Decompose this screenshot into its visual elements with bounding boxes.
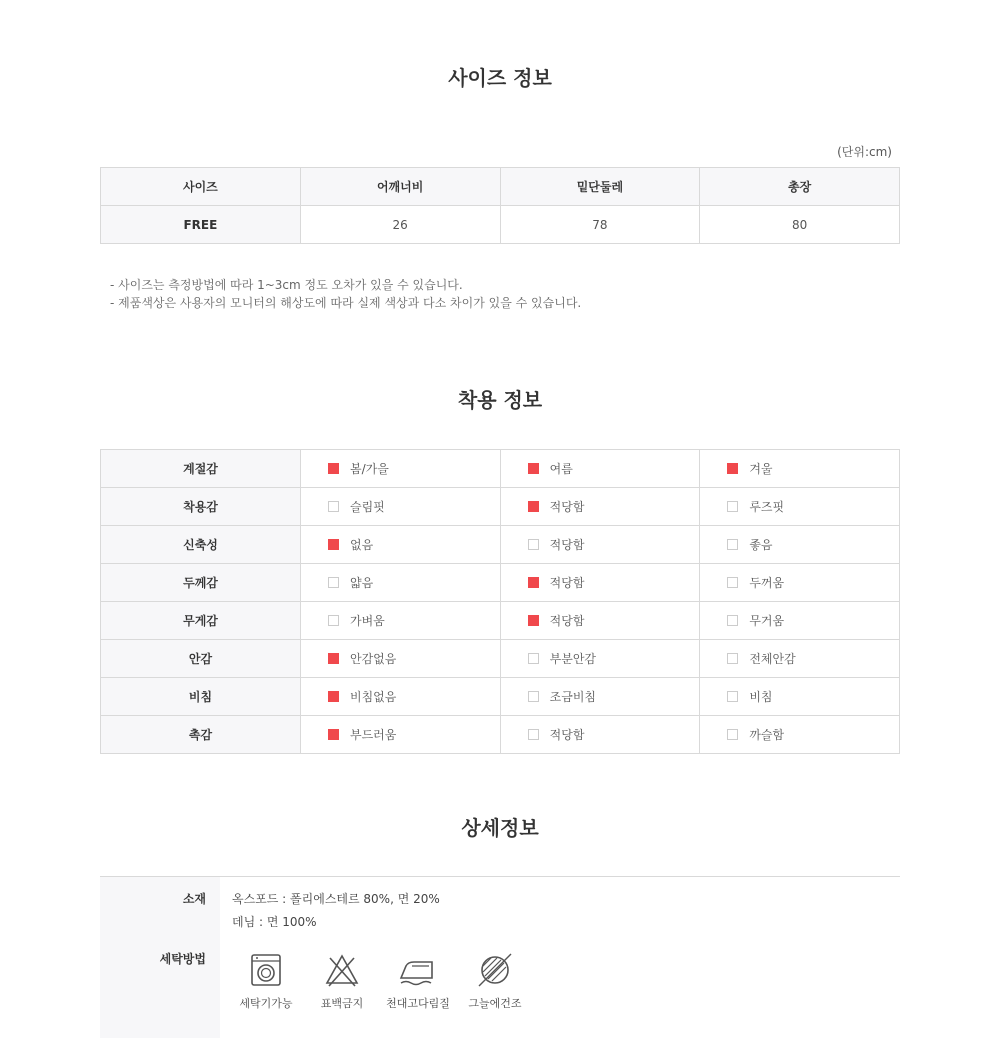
fit-option-label: 슬림핏: [350, 500, 385, 514]
fit-option: [301, 602, 501, 640]
checked-box-icon: [328, 729, 339, 740]
fit-option: [500, 564, 700, 602]
fit-option: [500, 488, 700, 526]
size-header-shoulder: 어깨너비: [300, 168, 500, 206]
table-row: [101, 564, 900, 602]
checked-box-icon: [528, 577, 539, 588]
dry-in-shade-icon: [477, 952, 513, 988]
no-bleach-icon: [324, 952, 360, 988]
material-line-2: 데님 : 면 100%: [232, 915, 317, 929]
care-label-iron: 천대고다림질: [386, 997, 450, 1010]
fit-option: [700, 488, 900, 526]
unchecked-box-icon: [727, 729, 738, 740]
table-row: [101, 602, 900, 640]
fit-option: [700, 602, 900, 640]
fit-option-label: 적당함: [549, 538, 585, 552]
care-label-washing: 세탁기가능: [239, 997, 293, 1010]
fit-option-label: 겨울: [749, 462, 773, 476]
table-row: [101, 678, 900, 716]
size-unit-label: (단위:cm): [837, 145, 892, 159]
fit-option-label: 좋음: [749, 538, 773, 552]
table-row: [101, 450, 900, 488]
fit-option-label: 부드러움: [350, 728, 397, 742]
fit-option-label: 적당함: [549, 614, 585, 628]
unchecked-box-icon: [528, 539, 539, 550]
fit-option: [301, 564, 501, 602]
fit-option-label: 까슬함: [749, 728, 785, 742]
iron-with-cloth-icon: [398, 952, 438, 988]
size-note-2: - 제품색상은 사용자의 모니터의 해상도에 따라 실제 색상과 다소 차이가 있을 수 있습니다.: [110, 296, 582, 310]
fit-row-label: 계절감: [101, 450, 301, 488]
size-header-size: 사이즈: [101, 168, 301, 206]
table-row: [101, 640, 900, 678]
table-row: [101, 206, 900, 244]
fit-option-label: 적당함: [549, 576, 585, 590]
fit-option: [700, 564, 900, 602]
checked-box-icon: [528, 501, 539, 512]
care-item-bleach: [307, 952, 377, 1011]
fit-row-label: 촉감: [101, 716, 301, 754]
length-value: 80: [700, 206, 900, 244]
hem-value: 78: [500, 206, 700, 244]
fit-row-label: 무게감: [101, 602, 301, 640]
size-header-length: 총장: [700, 168, 900, 206]
fit-option: [301, 640, 501, 678]
material-label: 소재: [182, 892, 206, 906]
fit-option-label: 적당함: [549, 500, 585, 514]
fit-option-label: 전체안감: [749, 652, 796, 666]
fit-option-label: 봄/가을: [350, 462, 389, 476]
unchecked-box-icon: [727, 691, 738, 702]
unchecked-box-icon: [727, 539, 738, 550]
checked-box-icon: [328, 539, 339, 550]
unchecked-box-icon: [328, 501, 339, 512]
fit-option: [500, 526, 700, 564]
unchecked-box-icon: [528, 653, 539, 664]
care-item-dry: [460, 952, 530, 1011]
fit-row-label: 착용감: [101, 488, 301, 526]
fit-option-label: 루즈핏: [749, 500, 785, 514]
fit-option: [500, 678, 700, 716]
checked-box-icon: [328, 653, 339, 664]
fit-option-label: 부분안감: [549, 652, 597, 666]
fit-option-label: 얇음: [350, 576, 374, 590]
fit-option: [700, 526, 900, 564]
detail-section-title: 상세정보: [461, 816, 539, 840]
unchecked-box-icon: [727, 577, 738, 588]
checked-box-icon: [528, 615, 539, 626]
size-table-header-row: [101, 168, 900, 206]
fit-option-label: 여름: [549, 462, 573, 476]
washing-machine-icon: [249, 952, 283, 988]
unchecked-box-icon: [328, 577, 339, 588]
shoulder-value: 26: [300, 206, 500, 244]
size-note-1: - 사이즈는 측정방법에 따라 1~3cm 정도 오차가 있을 수 있습니다.: [110, 278, 463, 292]
fit-option-label: 무거움: [749, 614, 785, 628]
fit-section-title: 착용 정보: [457, 388, 543, 412]
table-row: [101, 526, 900, 564]
fit-option-label: 비침: [749, 690, 773, 704]
fit-option: [700, 716, 900, 754]
unchecked-box-icon: [328, 615, 339, 626]
table-row: [101, 716, 900, 754]
fit-option: [700, 678, 900, 716]
fit-option: [500, 602, 700, 640]
size-table: [100, 167, 900, 244]
fit-table: [100, 449, 900, 754]
care-item-washing: [231, 952, 301, 1011]
fit-option: [700, 450, 900, 488]
fit-row-label: 두께감: [101, 564, 301, 602]
checked-box-icon: [727, 463, 738, 474]
size-notes: [110, 276, 581, 312]
unchecked-box-icon: [727, 615, 738, 626]
fit-option: [301, 488, 501, 526]
unchecked-box-icon: [528, 729, 539, 740]
table-row: [101, 488, 900, 526]
size-section-title: 사이즈 정보: [448, 66, 552, 90]
fit-option-label: 없음: [350, 538, 374, 552]
care-label-dry: 그늘에건조: [468, 997, 522, 1010]
fit-option: [500, 450, 700, 488]
wash-label: 세탁방법: [159, 952, 206, 966]
fit-row-label: 신축성: [101, 526, 301, 564]
fit-option: [500, 716, 700, 754]
fit-option: [301, 716, 501, 754]
fit-option-label: 안감없음: [350, 652, 397, 666]
care-item-iron: [383, 952, 453, 1011]
checked-box-icon: [328, 463, 339, 474]
fit-option: [301, 450, 501, 488]
size-value-free: FREE: [101, 206, 301, 244]
fit-option-label: 적당함: [549, 728, 585, 742]
fit-option-label: 비침없음: [350, 690, 397, 704]
fit-option: [301, 678, 501, 716]
checked-box-icon: [328, 691, 339, 702]
fit-option-label: 두꺼움: [749, 576, 785, 590]
fit-option-label: 가벼움: [350, 614, 385, 628]
checked-box-icon: [528, 463, 539, 474]
fit-option: [700, 640, 900, 678]
size-header-hem: 밑단둘레: [500, 168, 700, 206]
unchecked-box-icon: [727, 653, 738, 664]
material-line-1: 옥스포드 : 폴리에스테르 80%, 면 20%: [232, 892, 440, 906]
fit-option: [301, 526, 501, 564]
unchecked-box-icon: [727, 501, 738, 512]
fit-row-label: 안감: [101, 640, 301, 678]
care-label-bleach: 표백금지: [320, 997, 364, 1010]
fit-row-label: 비침: [101, 678, 301, 716]
fit-option: [500, 640, 700, 678]
unchecked-box-icon: [528, 691, 539, 702]
fit-option-label: 조금비침: [549, 690, 597, 704]
